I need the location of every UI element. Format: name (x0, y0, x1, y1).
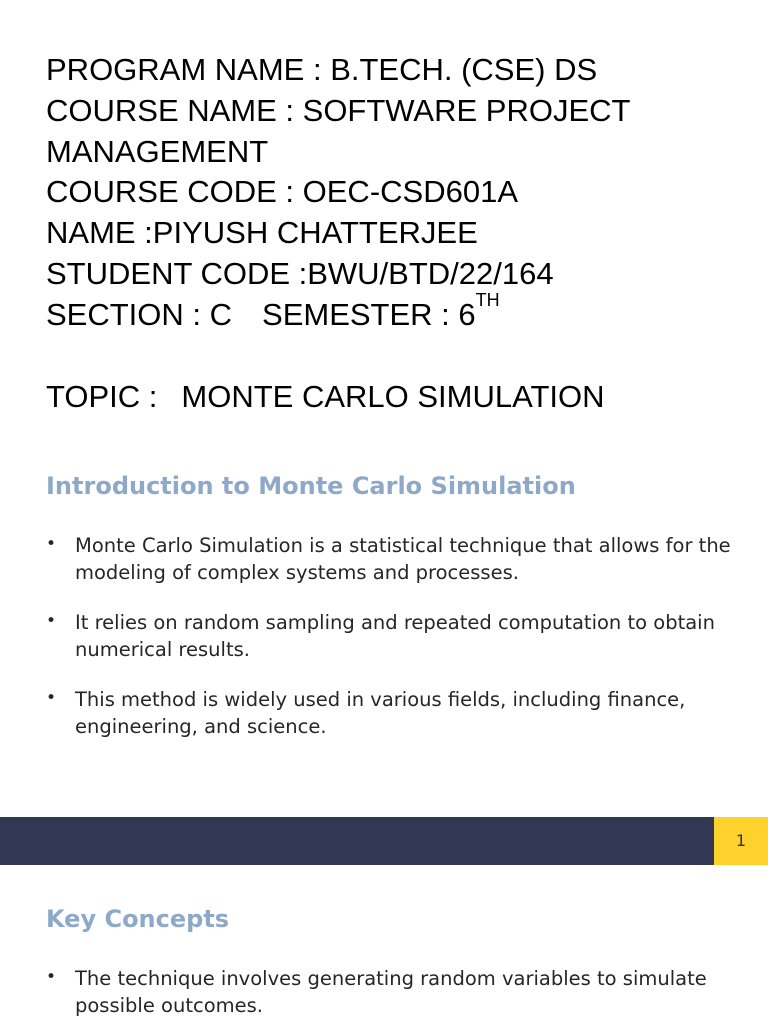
student-info-block (46, 50, 746, 336)
bullet-icon: • (46, 534, 57, 554)
list-item (46, 610, 736, 663)
course-name-line-2: MANAGEMENT (46, 133, 269, 169)
bullet-icon: • (46, 611, 57, 631)
page-number: 1 (714, 817, 768, 865)
course-name-line-1: COURSE NAME : SOFTWARE PROJECT (46, 92, 631, 128)
program-name: PROGRAM NAME : B.TECH. (CSE) DS (46, 52, 598, 87)
semester-suffix: TH (475, 289, 500, 310)
slide-footer-bar (0, 817, 714, 865)
key-concepts-bullet-list (46, 966, 736, 1024)
topic-line (46, 377, 605, 417)
list-item (46, 533, 736, 586)
bullet-text: The technique involves generating random variables to simulate possible outcomes. (75, 967, 707, 1017)
student-name: NAME :PIYUSH CHATTERJEE (46, 215, 478, 251)
bullet-text: Monte Carlo Simulation is a statistical technique that allows for the modeling of complex systems and processes. (75, 534, 731, 584)
list-item (46, 687, 736, 740)
intro-heading: Introduction to Monte Carlo Simulation (46, 472, 576, 500)
intro-bullet-list (46, 533, 736, 764)
semester: SEMESTER : 6 (262, 296, 476, 332)
list-item (46, 966, 736, 1019)
student-code: STUDENT CODE :BWU/BTD/22/164 (46, 255, 554, 291)
section: SECTION : C (46, 296, 233, 332)
bullet-text: This method is widely used in various fields, including finance, engineering, and science. (75, 688, 686, 738)
section-semester-line (46, 289, 746, 336)
bullet-icon: • (46, 688, 57, 708)
course-code: COURSE CODE : OEC-CSD601A (46, 174, 518, 210)
bullet-text: It relies on random sampling and repeated computation to obtain numerical results. (75, 611, 715, 661)
bullet-icon: • (46, 967, 57, 987)
topic-value: MONTE CARLO SIMULATION (181, 379, 605, 414)
topic-label: TOPIC : (46, 379, 158, 414)
key-concepts-heading: Key Concepts (46, 905, 230, 933)
